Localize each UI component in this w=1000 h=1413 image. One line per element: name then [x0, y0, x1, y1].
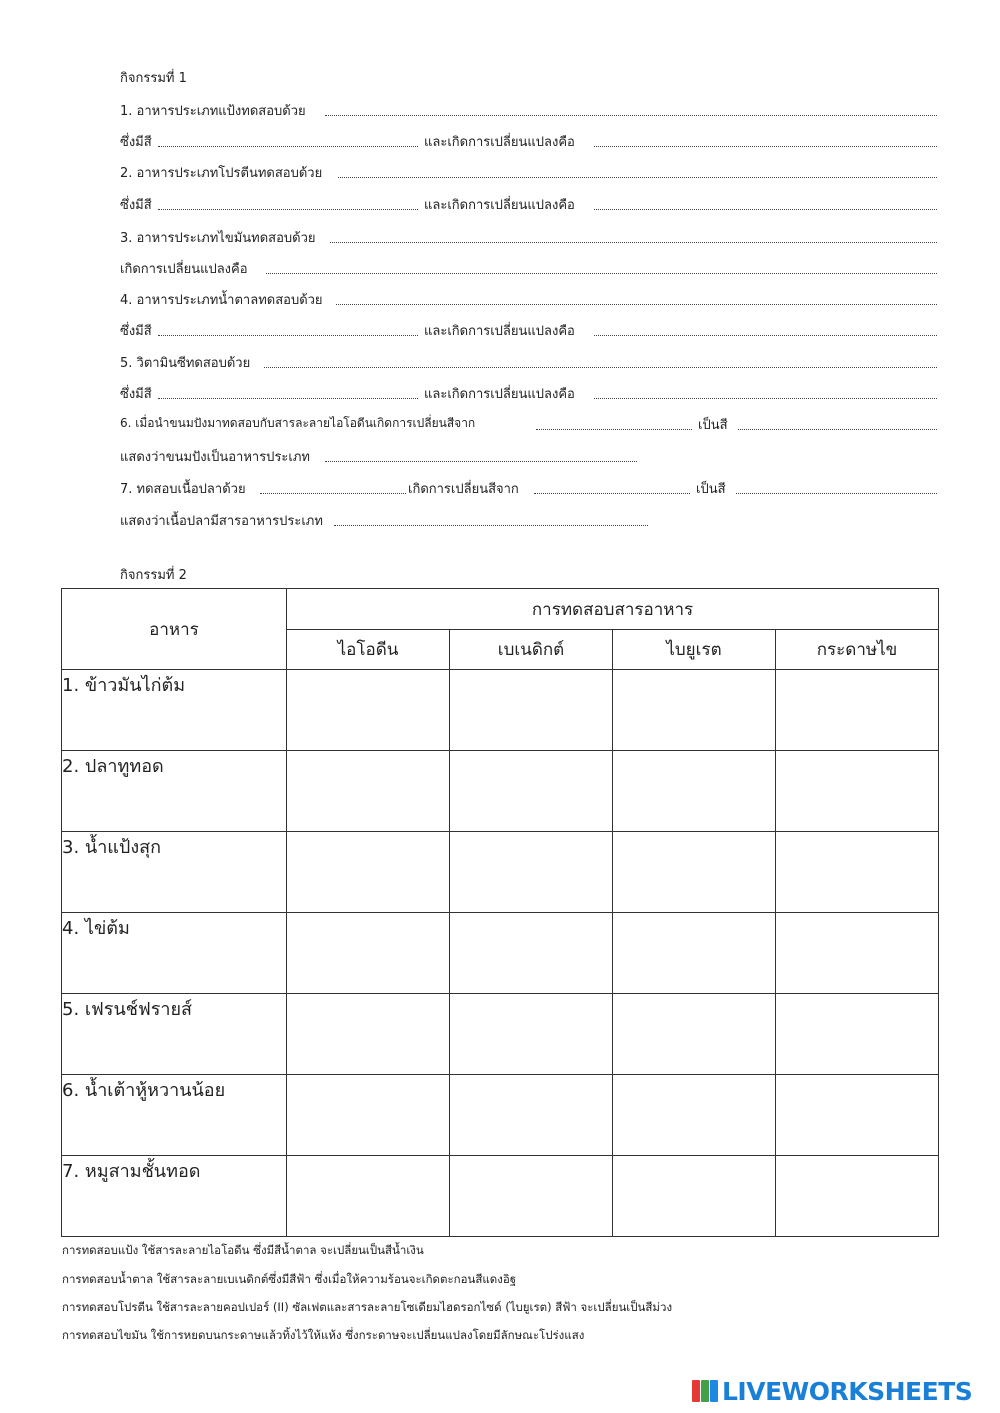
question-5-line	[120, 352, 937, 372]
answer-blank[interactable]	[334, 525, 648, 526]
food-name: 4. ไข่ต้ม	[62, 913, 287, 994]
answer-cell[interactable]	[776, 1156, 939, 1237]
answer-cell[interactable]	[450, 1075, 613, 1156]
food-name: 6. น้ำเต้าหู้หวานน้อย	[62, 1075, 287, 1156]
note-sugar-test: การทดสอบน้ำตาล ใช้สารละลายเบเนดิกต์ซึ่งมีสีฟ้า ซึ่งเมื่อให้ความร้อนจะเกิดตะกอนสีแดงอิฐ	[62, 1272, 517, 1286]
question-4-text: 4. อาหารประเภทน้ำตาลทดสอบด้วย	[120, 289, 325, 310]
activity-1-title: กิจกรรมที่ 1	[120, 71, 187, 86]
answer-blank[interactable]	[158, 209, 418, 210]
color-label: ซึ่งมีสี	[120, 194, 154, 215]
answer-blank[interactable]	[594, 146, 937, 147]
table-row	[62, 1075, 939, 1156]
question-6-text: 6. เมื่อนำขนมปังมาทดสอบกับสารละลายไอโอดีนเกิดการเปลี่ยนสีจาก	[120, 414, 477, 433]
table-row	[62, 670, 939, 751]
answer-cell[interactable]	[450, 1156, 613, 1237]
answer-blank[interactable]	[338, 177, 937, 178]
answer-blank[interactable]	[736, 493, 937, 494]
answer-blank[interactable]	[266, 273, 937, 274]
question-3-text: 3. อาหารประเภทไขมันทดสอบด้วย	[120, 227, 318, 248]
food-test-table	[61, 588, 939, 1237]
logo-text: LIVEWORKSHEETS	[722, 1376, 973, 1406]
answer-cell[interactable]	[613, 1075, 776, 1156]
answer-cell[interactable]	[450, 913, 613, 994]
table-row	[62, 751, 939, 832]
answer-blank[interactable]	[158, 398, 418, 399]
food-name: 7. หมูสามชั้นทอด	[62, 1156, 287, 1237]
answer-cell[interactable]	[450, 832, 613, 913]
result-label: แสดงว่าเนื้อปลามีสารอาหารประเภท	[120, 510, 325, 531]
question-4-color-line	[120, 320, 937, 340]
header-wax-paper: กระดาษไข	[776, 630, 939, 670]
table-row	[62, 994, 939, 1075]
logo-mark-icon	[692, 1380, 718, 1402]
question-1-text: 1. อาหารประเภทแป้งทดสอบด้วย	[120, 100, 308, 121]
answer-cell[interactable]	[613, 994, 776, 1075]
question-2-line	[120, 162, 937, 182]
table-row	[62, 1156, 939, 1237]
food-name: 5. เฟรนช์ฟรายส์	[62, 994, 287, 1075]
result-label: แสดงว่าขนมปังเป็นอาหารประเภท	[120, 446, 312, 467]
change-label: และเกิดการเปลี่ยนแปลงคือ	[424, 383, 577, 404]
answer-blank[interactable]	[594, 209, 937, 210]
header-food: อาหาร	[62, 589, 287, 670]
answer-cell[interactable]	[613, 670, 776, 751]
question-2-text: 2. อาหารประเภทโปรตีนทดสอบด้วย	[120, 162, 324, 183]
question-7-text: 7. ทดสอบเนื้อปลาด้วย	[120, 478, 248, 499]
answer-cell[interactable]	[287, 994, 450, 1075]
answer-cell[interactable]	[613, 1156, 776, 1237]
answer-blank[interactable]	[594, 398, 937, 399]
note-starch-test: การทดสอบแป้ง ใช้สารละลายไอโอดีน ซึ่งมีสีน้ำตาล จะเปลี่ยนเป็นสีน้ำเงิน	[62, 1243, 424, 1257]
question-6-line	[120, 414, 937, 434]
answer-blank[interactable]	[330, 242, 937, 243]
liveworksheets-logo	[692, 1374, 972, 1408]
answer-cell[interactable]	[287, 670, 450, 751]
answer-cell[interactable]	[287, 913, 450, 994]
header-iodine: ไอโอดีน	[287, 630, 450, 670]
color-label: ซึ่งมีสี	[120, 320, 154, 341]
answer-cell[interactable]	[613, 913, 776, 994]
header-benedict: เบเนดิกต์	[450, 630, 613, 670]
question-5-color-line	[120, 383, 937, 403]
header-food-test: การทดสอบสารอาหาร	[287, 589, 939, 630]
question-7-line	[120, 478, 937, 498]
food-name: 2. ปลาทูทอด	[62, 751, 287, 832]
answer-cell[interactable]	[776, 670, 939, 751]
answer-cell[interactable]	[450, 994, 613, 1075]
become-color-label: เป็นสี	[698, 414, 730, 435]
table-row	[62, 913, 939, 994]
answer-blank[interactable]	[738, 429, 937, 430]
header-biuret: ไบยูเรต	[613, 630, 776, 670]
answer-cell[interactable]	[776, 1075, 939, 1156]
question-3-change-line	[120, 258, 937, 278]
answer-blank[interactable]	[325, 115, 937, 116]
answer-blank[interactable]	[264, 367, 937, 368]
answer-cell[interactable]	[613, 832, 776, 913]
answer-blank[interactable]	[534, 493, 690, 494]
answer-blank[interactable]	[325, 461, 637, 462]
answer-blank[interactable]	[536, 429, 692, 430]
change-label: และเกิดการเปลี่ยนแปลงคือ	[424, 194, 577, 215]
question-7-result-line	[120, 510, 937, 530]
question-4-line	[120, 289, 937, 309]
answer-blank[interactable]	[594, 335, 937, 336]
answer-cell[interactable]	[613, 751, 776, 832]
note-fat-test: การทดสอบไขมัน ใช้การหยดบนกระดาษแล้วทิ้งไว้ให้แห้ง ซึ่งกระดาษจะเปลี่ยนแปลงโดยมีลักษณะโปร่งแสง	[62, 1328, 585, 1342]
answer-blank[interactable]	[336, 304, 937, 305]
answer-cell[interactable]	[287, 1156, 450, 1237]
question-6-result-line	[120, 446, 937, 466]
answer-cell[interactable]	[776, 751, 939, 832]
question-5-text: 5. วิตามินซีทดสอบด้วย	[120, 352, 252, 373]
change-label: เกิดการเปลี่ยนแปลงคือ	[120, 258, 250, 279]
food-name: 1. ข้าวมันไก่ต้ม	[62, 670, 287, 751]
table-row	[62, 832, 939, 913]
note-protein-test: การทดสอบโปรตีน ใช้สารละลายคอปเปอร์ (II) ซัลเฟตและสารละลายโซเดียมไฮดรอกไซด์ (ไบยูเรต) สีฟ้า จะเปลี่ยนเป็นสีม่วง	[62, 1300, 673, 1314]
answer-blank[interactable]	[260, 493, 406, 494]
answer-cell[interactable]	[450, 670, 613, 751]
answer-cell[interactable]	[287, 1075, 450, 1156]
change-label: และเกิดการเปลี่ยนแปลงคือ	[424, 320, 577, 341]
question-1-color-line	[120, 131, 937, 151]
answer-blank[interactable]	[158, 335, 418, 336]
answer-cell[interactable]	[287, 751, 450, 832]
change-label: และเกิดการเปลี่ยนแปลงคือ	[424, 131, 577, 152]
answer-cell[interactable]	[776, 832, 939, 913]
question-3-line	[120, 227, 937, 247]
activity-2-title: กิจกรรมที่ 2	[120, 568, 187, 583]
color-label: ซึ่งมีสี	[120, 383, 154, 404]
answer-cell[interactable]	[776, 913, 939, 994]
color-label: ซึ่งมีสี	[120, 131, 154, 152]
become-color-label: เป็นสี	[696, 478, 728, 499]
answer-cell[interactable]	[450, 751, 613, 832]
food-name: 3. น้ำแป้งสุก	[62, 832, 287, 913]
question-1-line	[120, 100, 937, 120]
change-color-label: เกิดการเปลี่ยนสีจาก	[408, 478, 521, 499]
answer-cell[interactable]	[776, 994, 939, 1075]
answer-cell[interactable]	[287, 832, 450, 913]
answer-blank[interactable]	[158, 146, 418, 147]
question-2-color-line	[120, 194, 937, 214]
